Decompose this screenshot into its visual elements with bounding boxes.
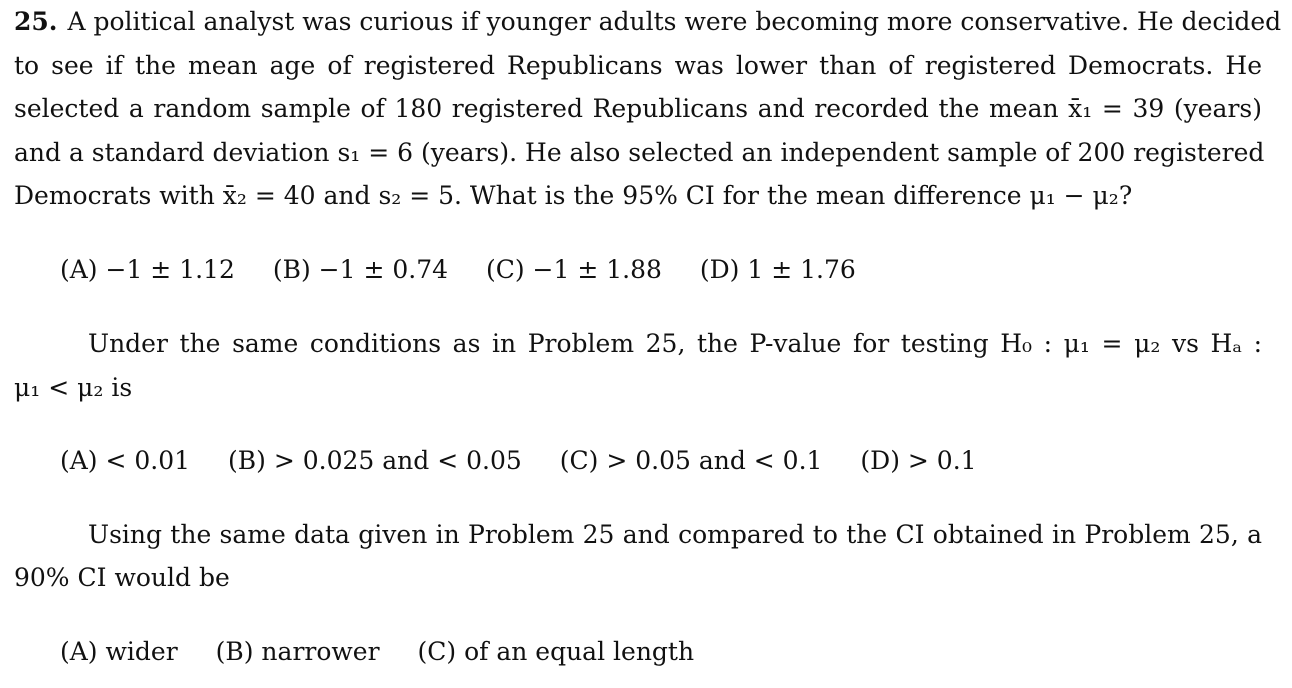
q26-options: [60, 443, 977, 479]
q25-line-1-text: A political analyst was curious if younger adults were becoming more conservative. He decided: [67, 7, 1282, 36]
q26-option-c[interactable]: (C) > 0.05 and < 0.1: [559, 446, 823, 475]
q25-option-a[interactable]: (A) −1 ± 1.12: [60, 255, 235, 284]
q27-line-1: Using the same data given in Problem 25 and compared to the CI obtained in Problem 25, a: [88, 520, 1262, 549]
q26-line-1: Under the same conditions as in Problem 25, the P-value for testing H₀ : μ₁ = μ₂ vs Hₐ :: [88, 329, 1262, 358]
q25-line-5: Democrats with x̄₂ = 40 and s₂ = 5. What is the 95% CI for the mean difference μ₁ − μ₂?: [14, 181, 1133, 210]
q25-line-2: to see if the mean age of registered Republicans was lower than of registered Democrats. He: [14, 51, 1262, 80]
q26-option-b[interactable]: (B) > 0.025 and < 0.05: [228, 446, 522, 475]
q26-option-a[interactable]: (A) < 0.01: [60, 446, 191, 475]
q27-option-c[interactable]: (C) of an equal length: [417, 637, 695, 666]
q26-line-2: μ₁ < μ₂ is: [14, 373, 133, 402]
q25-option-d[interactable]: (D) 1 ± 1.76: [699, 255, 856, 284]
q25-number: 25.: [14, 7, 58, 36]
q25-line-4: and a standard deviation s₁ = 6 (years). He also selected an independent sample of 200 registered: [14, 138, 1265, 167]
q27-option-a[interactable]: (A) wider: [60, 637, 178, 666]
q25-line-1: [14, 4, 1282, 40]
q25-options: [60, 252, 856, 288]
q25-line-3: selected a random sample of 180 registered Republicans and recorded the mean x̄₁ = 39 (years): [14, 94, 1262, 123]
q27-options: [60, 634, 694, 670]
q27-line-2: 90% CI would be: [14, 563, 230, 592]
q25-option-c[interactable]: (C) −1 ± 1.88: [485, 255, 662, 284]
q25-option-b[interactable]: (B) −1 ± 0.74: [272, 255, 449, 284]
q26-option-d[interactable]: (D) > 0.1: [860, 446, 977, 475]
q27-option-b[interactable]: (B) narrower: [215, 637, 380, 666]
